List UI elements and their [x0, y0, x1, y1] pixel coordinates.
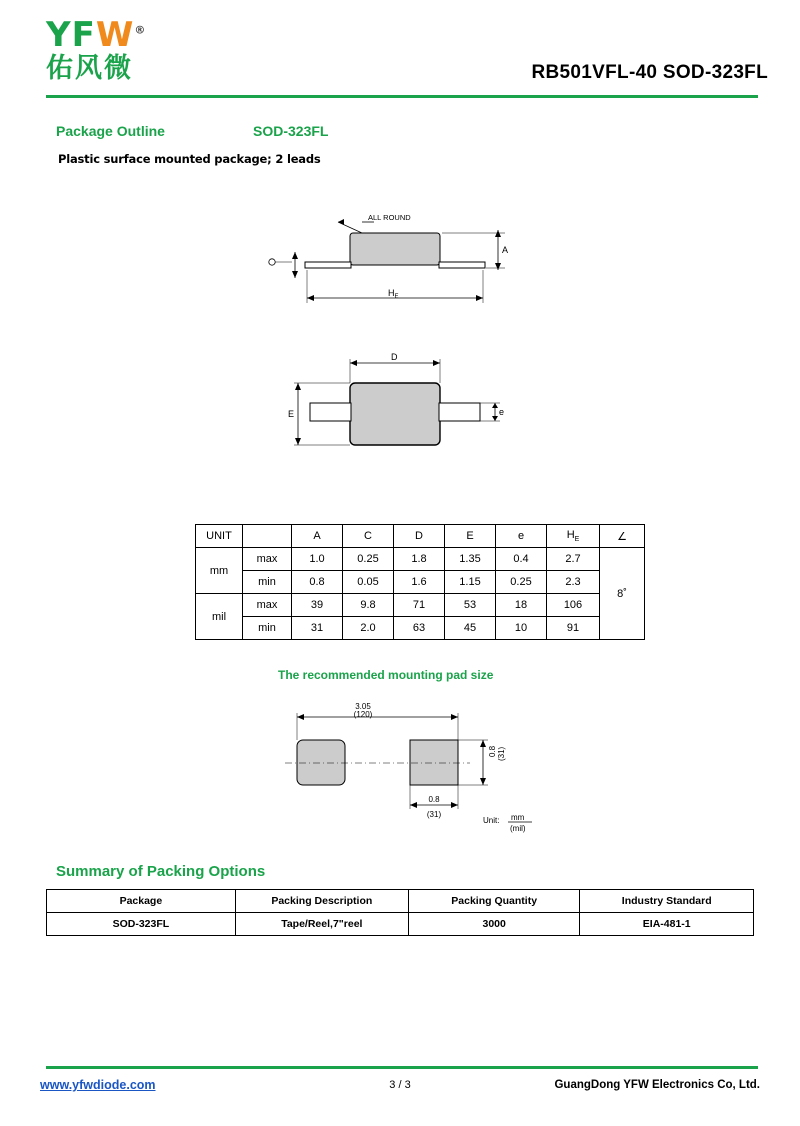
all-round-label: ALL ROUND [368, 213, 411, 222]
table-row [47, 913, 754, 936]
dim-a-label: A [502, 245, 509, 255]
company-logo [46, 15, 226, 84]
cell-e-small: 10 [496, 617, 547, 640]
cell-c: 0.05 [343, 571, 394, 594]
registered-trademark-icon: ® [134, 23, 147, 37]
packing-summary-title: Summary of Packing Options [56, 863, 266, 880]
cell-d: 63 [394, 617, 445, 640]
cell-minmax: min [243, 617, 292, 640]
header-c: C [343, 525, 394, 548]
page-title: RB501VFL-40 SOD-323FL [531, 62, 768, 83]
dim-d-label: D [391, 352, 398, 362]
footer-divider [46, 1066, 758, 1069]
header-package: Package [47, 890, 236, 913]
cell-d: 1.6 [394, 571, 445, 594]
table-header-row [196, 525, 645, 548]
cell-a: 1.0 [292, 548, 343, 571]
logo-chinese-text: 佑风微 [46, 53, 133, 84]
cell-packing-description: Tape/Reel,7"reel [235, 913, 408, 936]
page-header [0, 0, 800, 100]
logo-latin-text [46, 15, 226, 55]
unit-numerator: mm [511, 813, 525, 822]
header-packing-description: Packing Description [235, 890, 408, 913]
company-name: GuangDong YFW Electronics Co, Ltd. [554, 1079, 760, 1091]
website-link[interactable]: www.yfwdiode.com [40, 1078, 156, 1092]
cell-he: 106 [547, 594, 600, 617]
header-he: $H_E$ [547, 525, 600, 548]
cell-c: 0.25 [343, 548, 394, 571]
table-header-row [47, 890, 754, 913]
cell-e: 1.15 [445, 571, 496, 594]
cell-he: 2.7 [547, 548, 600, 571]
unit-denominator: (mil) [510, 824, 526, 833]
cell-industry-standard: EIA-481-1 [580, 913, 754, 936]
header-angle: ∠ [600, 525, 645, 548]
cell-he: 91 [547, 617, 600, 640]
packing-table [46, 889, 754, 936]
mounting-pad-title: The recommended mounting pad size [278, 668, 494, 682]
header-unit: UNIT [196, 525, 243, 548]
cell-angle: 8˚ [600, 548, 645, 640]
cell-minmax: max [243, 594, 292, 617]
page-number: 3 / 3 [389, 1079, 411, 1091]
dimension-table [195, 524, 645, 640]
cell-a: 31 [292, 617, 343, 640]
unit-label: Unit: [483, 816, 500, 825]
header-a: A [292, 525, 343, 548]
cell-c: 9.8 [343, 594, 394, 617]
cell-a: 39 [292, 594, 343, 617]
cell-he: 2.3 [547, 571, 600, 594]
cell-d: 1.8 [394, 548, 445, 571]
cell-minmax: min [243, 571, 292, 594]
cell-e-small: 0.4 [496, 548, 547, 571]
top-view-drawing [280, 345, 530, 480]
cell-e-small: 18 [496, 594, 547, 617]
cell-package: SOD-323FL [47, 913, 236, 936]
page-footer [0, 1076, 800, 1106]
cell-a: 0.8 [292, 571, 343, 594]
table-row [196, 617, 645, 640]
logo-letter-y: YFW [46, 15, 135, 55]
table-row [196, 571, 645, 594]
pad-width-mil: (120) [353, 710, 373, 719]
dim-e-label: E [288, 409, 295, 419]
pad-height-mil: (31) [497, 746, 506, 761]
header-e-small: e [496, 525, 547, 548]
cell-e-small: 0.25 [496, 571, 547, 594]
header-e: E [445, 525, 496, 548]
package-outline-label: Package Outline [56, 123, 165, 139]
header-minmax [243, 525, 292, 548]
cell-unit-mil: mil [196, 594, 243, 640]
header-d: D [394, 525, 445, 548]
table-row [196, 548, 645, 571]
side-view-drawing [250, 200, 550, 330]
package-outline-value: SOD-323FL [253, 123, 329, 139]
table-row [196, 594, 645, 617]
cell-e: 53 [445, 594, 496, 617]
cell-packing-quantity: 3000 [408, 913, 580, 936]
cell-e: 1.35 [445, 548, 496, 571]
header-divider [46, 95, 758, 98]
cell-c: 2.0 [343, 617, 394, 640]
dim-he-label: $H_E$ [388, 288, 399, 300]
mounting-pad-drawing [255, 695, 575, 840]
header-industry-standard: Industry Standard [580, 890, 754, 913]
pad-lead-width-mil: (31) [426, 810, 442, 819]
cell-unit-mm: mm [196, 548, 243, 594]
pad-lead-width-mm: 0.8 [428, 795, 440, 804]
cell-d: 71 [394, 594, 445, 617]
pad-height-mm: 0.8 [488, 745, 497, 757]
dim-e-small-label: e [499, 407, 505, 417]
pad-width-mm: 3.05 [355, 702, 371, 711]
header-packing-quantity: Packing Quantity [408, 890, 580, 913]
package-subtitle: Plastic surface mounted package; 2 leads [58, 152, 321, 166]
cell-e: 45 [445, 617, 496, 640]
cell-minmax: max [243, 548, 292, 571]
